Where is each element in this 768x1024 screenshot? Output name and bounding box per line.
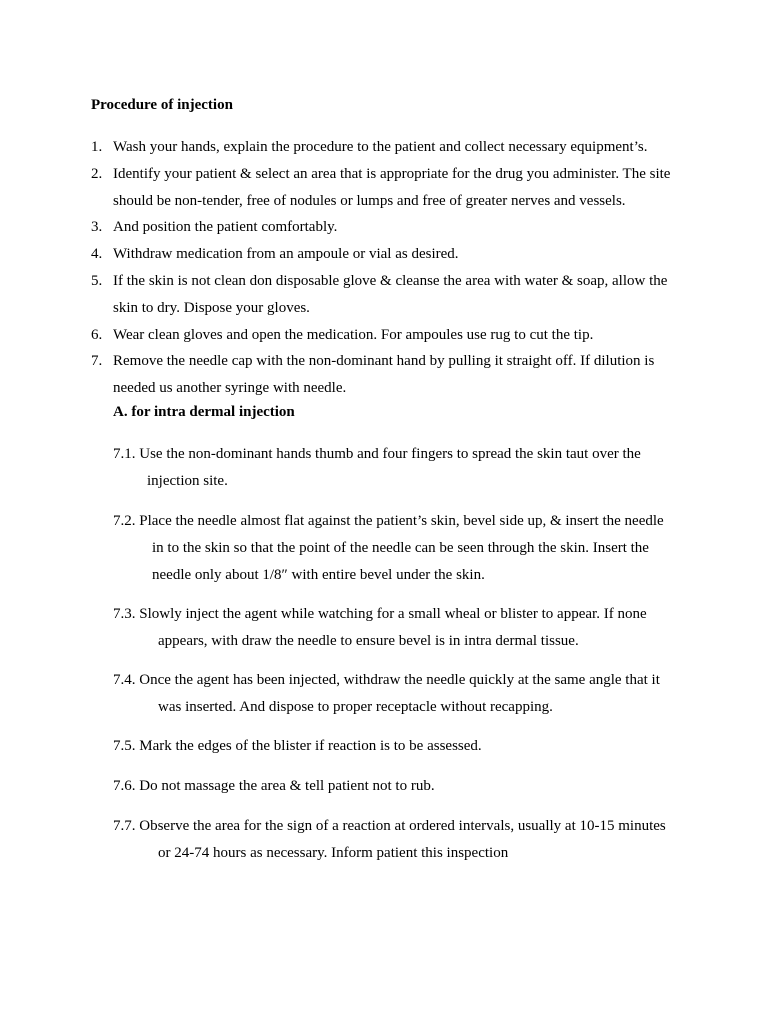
step-number: 2.: [91, 165, 103, 182]
substep-text-line: in to the skin so that the point of the needle can be seen through the skin. Insert the: [152, 539, 649, 556]
step-text-line: skin to dry. Dispose your gloves.: [113, 299, 310, 316]
substep-7-1: [113, 441, 683, 495]
step-text-line: And position the patient comfortably.: [113, 219, 338, 236]
document-title: Procedure of injection: [91, 97, 233, 113]
step-text-line: If the skin is not clean don disposable glove & cleanse the area with water & soap, allow the: [113, 272, 668, 289]
substep-7-5: [113, 733, 683, 760]
step-text-line: Withdraw medication from an ampoule or vial as desired.: [113, 246, 459, 263]
substep-7-3: [113, 601, 683, 655]
step-number: 4.: [91, 246, 103, 263]
substep-7-7: [113, 813, 683, 867]
substep-text-line: 7.4. Once the agent has been injected, withdraw the needle quickly at the same angle that it: [113, 672, 660, 688]
step-number: 5.: [91, 272, 103, 289]
step-number: 1.: [91, 139, 103, 155]
step-number: 6.: [91, 326, 103, 343]
substep-text-line: 7.5. Mark the edges of the blister if reaction is to be assessed.: [113, 738, 482, 754]
step-text-line: needed us another syringe with needle.: [113, 380, 347, 397]
substep-text-line: 7.1. Use the non-dominant hands thumb and four fingers to spread the skin taut over the: [113, 446, 641, 462]
substep-7-6: [113, 773, 683, 800]
step-3: [91, 214, 691, 241]
step-number: 3.: [91, 219, 103, 236]
step-7: [91, 348, 691, 402]
substep-text-line: or 24-74 hours as necessary. Inform patient this inspection: [158, 844, 509, 861]
substep-text-line: 7.3. Slowly inject the agent while watching for a small wheal or blister to appear. If none: [113, 606, 647, 622]
substep-7-4: [113, 667, 683, 721]
substep-text-line: appears, with draw the needle to ensure bevel is in intra dermal tissue.: [158, 632, 579, 649]
step-4: [91, 241, 691, 268]
substep-text-line: 7.7. Observe the area for the sign of a reaction at ordered intervals, usually at 10-15 minutes: [113, 818, 666, 834]
procedure-steps-list: [91, 134, 691, 402]
substep-text-line: needle only about 1/8″ with entire bevel under the skin.: [152, 566, 485, 583]
section-subheading: A. for intra dermal injection: [113, 404, 295, 420]
step-text-line: Remove the needle cap with the non-dominant hand by pulling it straight off. If dilution is: [113, 353, 655, 370]
step-text-line: Identify your patient & select an area that is appropriate for the drug you administer. The site: [113, 165, 671, 182]
substep-text-line: 7.2. Place the needle almost flat against the patient’s skin, bevel side up, & insert the needle: [113, 513, 664, 529]
substep-text-line: 7.6. Do not massage the area & tell patient not to rub.: [113, 778, 435, 794]
substep-7-2: [113, 508, 683, 588]
step-text-line: should be non-tender, free of nodules or lumps and free of greater nerves and vessels.: [113, 192, 626, 209]
step-2: [91, 161, 691, 215]
step-6: [91, 322, 691, 349]
step-text-line: Wash your hands, explain the procedure to the patient and collect necessary equipment’s.: [113, 139, 648, 155]
step-text-line: Wear clean gloves and open the medication. For ampoules use rug to cut the tip.: [113, 326, 594, 343]
step-5: [91, 268, 691, 322]
substep-text-line: was inserted. And dispose to proper receptacle without recapping.: [158, 698, 553, 715]
step-1: [91, 134, 691, 161]
substep-text-line: injection site.: [147, 472, 228, 489]
step-number: 7.: [91, 353, 103, 370]
